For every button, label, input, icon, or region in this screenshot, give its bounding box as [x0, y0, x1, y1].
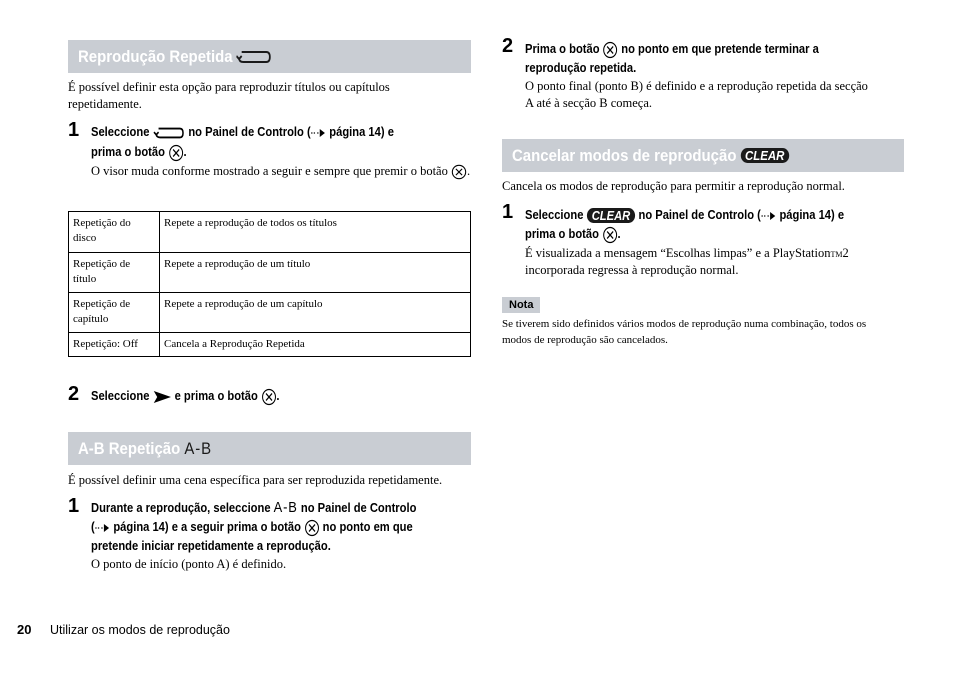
table-row [69, 212, 471, 253]
table-cell-description: Repete a reprodução de todos os títulos [160, 212, 471, 253]
page-ref-arrow-icon [95, 523, 110, 533]
table-cell-mode: Repetição do disco [69, 212, 160, 253]
step-text: no Painel de Controlo [300, 500, 417, 515]
step-text: Seleccione [91, 388, 150, 403]
ab-intro: É possível definir uma cena específica para ser reproduzida repetidamente. [68, 473, 443, 487]
cross-button-icon [602, 226, 617, 244]
step-text: Seleccione [91, 124, 150, 139]
ab-section-header [68, 432, 471, 465]
repeat-step1-line1 [91, 122, 394, 141]
repeat-step2-number: 2 [68, 383, 80, 405]
cross-button-icon [168, 144, 183, 162]
table-cell-mode: Repetição de capítulo [69, 293, 160, 333]
clear-step1-sub1-end: 2 [842, 246, 849, 260]
clear-step1-number: 1 [502, 201, 514, 223]
clear-section-title [512, 146, 789, 166]
table-cell-description: Cancela a Reprodução Repetida [160, 333, 471, 357]
right-step2-line1 [525, 39, 819, 59]
repeat-icon [153, 125, 186, 141]
page-section-label: Utilizar os modos de reprodução [50, 623, 230, 637]
repeat-step1-sub-end: . [466, 164, 471, 178]
note-line2: modos de reprodução são cancelados. [502, 334, 668, 346]
right-step2-number: 2 [502, 35, 514, 57]
clear-step1-sub2: incorporada regressa à reprodução normal. [525, 263, 739, 277]
page-ref-arrow-icon [311, 128, 326, 138]
clear-icon: CLEAR [587, 208, 636, 223]
step-text: Seleccione [525, 207, 584, 222]
repeat-step2-line [91, 386, 280, 406]
step-text: no Painel de Controlo ( [638, 207, 761, 222]
ab-icon: A-B [184, 438, 212, 458]
right-step2-sub2: A até à secção B começa. [525, 96, 653, 110]
page-ref-arrow-icon [761, 211, 776, 221]
trademark-mark: TM [830, 250, 843, 259]
clear-icon: CLEAR [741, 148, 789, 163]
play-icon [153, 390, 172, 404]
right-step2-line2: reprodução repetida. [525, 60, 637, 75]
table-cell-description: Repete a reprodução de um capítulo [160, 293, 471, 333]
ab-step1-number: 1 [68, 495, 80, 517]
ab-icon: A-B [273, 499, 298, 516]
table-cell-description: Repete a reprodução de um título [160, 253, 471, 293]
cross-button-icon [261, 388, 276, 406]
repeat-section-title-text: Reprodução Repetida [78, 46, 233, 66]
step-text: ( [91, 519, 95, 534]
note-line1: Se tiverem sido definidos vários modos de reprodução numa combinação, todos os [502, 318, 867, 330]
step-text: e prima o botão [174, 388, 258, 403]
ab-step1-line3: pretende iniciar repetidamente a reprodução. [91, 538, 331, 553]
step-text: Prima o botão [525, 41, 600, 56]
clear-section-title-text: Cancelar modos de reprodução [512, 145, 737, 165]
step-text: prima o botão [525, 226, 599, 241]
table-row [69, 333, 471, 357]
repeat-step1-number: 1 [68, 119, 80, 141]
repeat-step1-line2 [91, 142, 187, 162]
ab-section-title [78, 439, 212, 459]
page-number: 20 [17, 622, 32, 637]
table-cell-mode: Repetição: Off [69, 333, 160, 357]
ab-step1-line1 [91, 498, 416, 517]
ab-step1-line2 [91, 517, 413, 537]
repeat-intro: É possível definir esta opção para reproduzir títulos ou capítulos repetidamente. [68, 80, 390, 111]
table-row [69, 293, 471, 333]
clear-section-header [502, 139, 904, 172]
ab-step1-sub: O ponto de início (ponto A) é definido. [91, 557, 287, 571]
step-text: no Painel de Controlo ( [188, 124, 311, 139]
step-text: página 14) e a seguir prima o botão [113, 519, 301, 534]
right-step2-sub1: O ponto final (ponto B) é definido e a reprodução repetida da secção [525, 79, 868, 93]
cross-button-icon [304, 519, 319, 537]
cross-button-icon [603, 41, 618, 59]
step-text: página 14) e [779, 207, 845, 222]
repeat-section-title [78, 47, 272, 67]
step-text: . [617, 226, 621, 241]
repeat-step1-sub [91, 163, 471, 180]
repeat-section-header [68, 40, 471, 73]
repeat-modes-table [68, 211, 471, 357]
step-text: no ponto em que [322, 519, 413, 534]
clear-step1-sub1-text: É visualizada a mensagem “Escolhas limpas” e a PlayStation [525, 246, 831, 260]
table-row [69, 253, 471, 293]
clear-intro: Cancela os modos de reprodução para permitir a reprodução normal. [502, 179, 845, 193]
repeat-icon [237, 48, 272, 66]
ab-section-title-text: A-B Repetição [78, 438, 181, 458]
step-text: Durante a reprodução, seleccione [91, 500, 271, 515]
step-text: . [183, 144, 187, 159]
clear-step1-sub1 [525, 245, 849, 263]
clear-step1-line1 [525, 205, 844, 224]
cross-button-icon [451, 164, 467, 180]
clear-step1-line2 [525, 224, 621, 244]
step-text: página 14) e [329, 124, 394, 139]
note-badge: Nota [502, 297, 540, 313]
table-cell-mode: Repetição de título [69, 253, 160, 293]
step-text: prima o botão [91, 144, 165, 159]
repeat-step1-sub-text: O visor muda conforme mostrado a seguir e sempre que premir o botão [91, 164, 448, 178]
step-text: . [276, 388, 280, 403]
step-text: no ponto em que pretende terminar a [621, 41, 819, 56]
